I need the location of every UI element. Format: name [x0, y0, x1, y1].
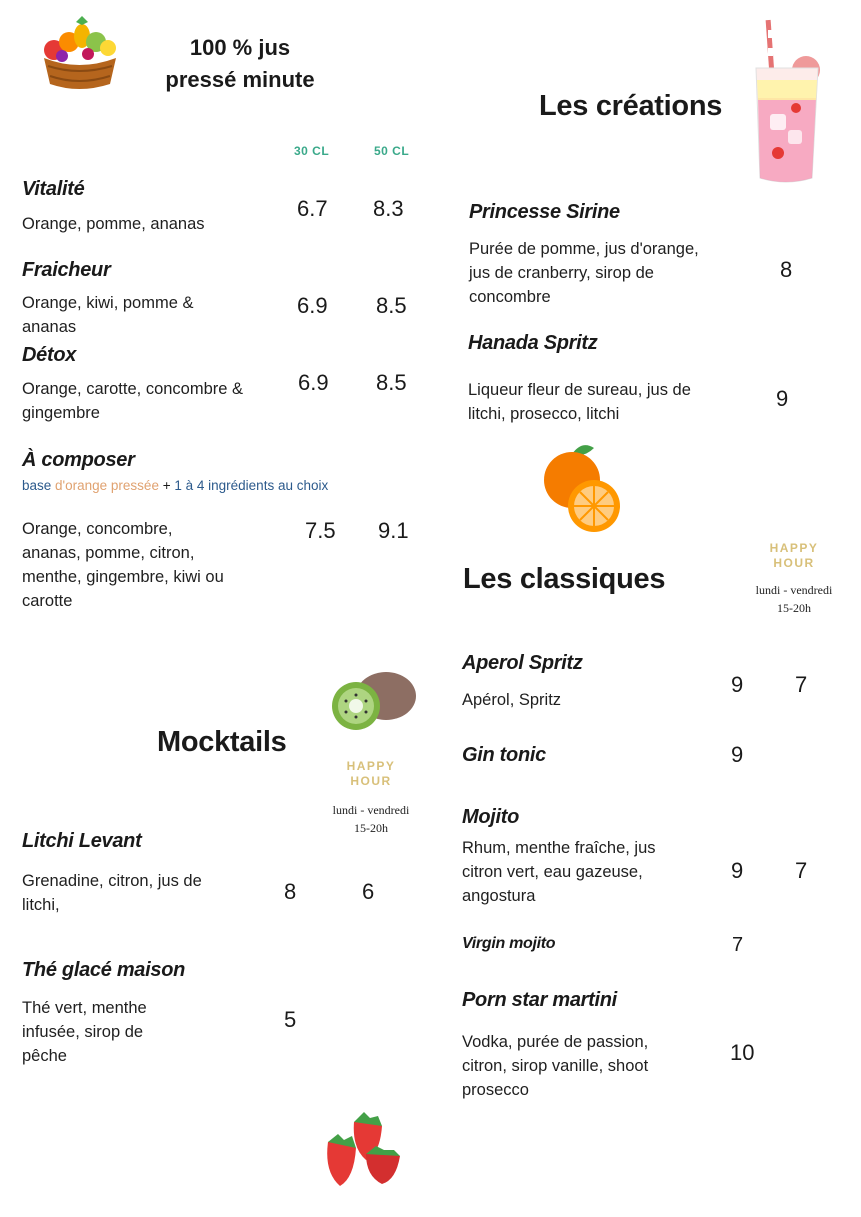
page-title-line1: 100 % jus — [189, 35, 291, 60]
compose-note-plus: + — [162, 478, 171, 493]
kiwi-icon — [330, 668, 418, 734]
pink-cocktail-icon — [748, 18, 824, 188]
creation-name: Hanada Spritz — [468, 332, 598, 354]
happy-hour-hours: 15-20h — [777, 601, 811, 615]
section-title-creations: Les créations — [539, 90, 723, 122]
juice-desc: Orange, kiwi, pomme & ananas — [22, 294, 194, 336]
classic-name: Gin tonic — [462, 744, 546, 766]
mocktail-price-happy-hour: 6 — [362, 879, 375, 904]
compose-note-base: base — [22, 478, 52, 493]
classic-price: 9 — [731, 742, 744, 767]
mocktail-desc: Grenadine, citron, jus de litchi, — [22, 872, 202, 914]
classic-desc: Rhum, menthe fraîche, jus citron vert, eau gazeuse, angostura — [462, 839, 656, 905]
classic-name: Virgin mojito — [462, 935, 556, 952]
mocktail-name: Litchi Levant — [22, 830, 142, 852]
juice-price-50cl: 8.3 — [373, 196, 404, 221]
classic-name: Aperol Spritz — [462, 652, 583, 674]
classic-desc: Apérol, Spritz — [462, 691, 562, 709]
classic-name: Porn star martini — [462, 989, 617, 1011]
juice-price-50cl: 8.5 — [376, 370, 407, 395]
juice-price-30cl: 6.9 — [297, 293, 328, 318]
page-title — [150, 32, 330, 96]
happy-hour-label: HOUR — [773, 556, 815, 570]
juice-desc: Orange, carotte, concombre & gingembre — [22, 380, 244, 422]
mocktail-desc: Thé vert, menthe infusée, sirop de pêche — [22, 999, 147, 1065]
juice-price-50cl: 9.1 — [378, 518, 409, 543]
section-title-mocktails: Mocktails — [157, 726, 287, 758]
compose-note — [22, 476, 332, 495]
happy-hour-days: lundi - vendredi — [332, 803, 410, 817]
size-label-30cl: 30 CL — [294, 144, 330, 158]
happy-hour-badge-mocktails — [322, 759, 420, 837]
happy-hour-label: HAPPY — [769, 541, 819, 555]
juice-desc: Orange, concombre, ananas, pomme, citron, menthe, gingembre, kiwi ou carotte — [22, 520, 224, 610]
compose-note-rest: 1 à 4 ingrédients au choix — [174, 478, 329, 493]
classic-price: 9 — [731, 858, 744, 883]
classic-price: 10 — [730, 1040, 755, 1065]
happy-hour-days: lundi - vendredi — [755, 583, 833, 597]
creation-price: 8 — [780, 257, 793, 282]
happy-hour-badge-classiques — [745, 541, 843, 617]
section-title-classiques: Les classiques — [463, 563, 666, 595]
classic-desc: Vodka, purée de passion, citron, sirop vanille, shoot prosecco — [462, 1033, 649, 1099]
fruit-basket-icon — [36, 14, 122, 92]
creation-price: 9 — [776, 386, 789, 411]
creation-desc: Purée de pomme, jus d'orange, jus de cranberry, sirop de concombre — [469, 240, 699, 306]
happy-hour-label: HOUR — [350, 774, 392, 788]
classic-price: 9 — [731, 672, 744, 697]
mocktail-price: 8 — [284, 879, 297, 904]
juice-desc: Orange, pomme, ananas — [22, 215, 205, 233]
classic-price: 7 — [732, 934, 744, 956]
juice-price-50cl: 8.5 — [376, 293, 407, 318]
juice-price-30cl: 6.7 — [297, 196, 328, 221]
strawberries-icon — [318, 1108, 408, 1192]
mocktail-price: 5 — [284, 1007, 297, 1032]
juice-name: Vitalité — [22, 178, 85, 200]
juice-price-30cl: 7.5 — [305, 518, 336, 543]
classic-name: Mojito — [462, 806, 520, 828]
happy-hour-label: HAPPY — [346, 759, 396, 773]
juice-name: Détox — [22, 344, 77, 366]
juice-price-30cl: 6.9 — [298, 370, 329, 395]
juice-name: À composer — [22, 449, 135, 471]
happy-hour-hours: 15-20h — [354, 821, 388, 835]
size-label-50cl: 50 CL — [374, 144, 410, 158]
creation-name: Princesse Sirine — [469, 201, 620, 223]
creation-desc: Liqueur fleur de sureau, jus de litchi, prosecco, litchi — [468, 381, 691, 423]
mocktail-name: Thé glacé maison — [22, 959, 186, 981]
classic-price-happy-hour: 7 — [795, 858, 808, 883]
classic-price-happy-hour: 7 — [795, 672, 808, 697]
page-title-line2: pressé minute — [165, 67, 315, 92]
juice-name: Fraicheur — [22, 259, 111, 281]
orange-fruit-icon — [538, 440, 628, 534]
compose-note-orange: d'orange pressée — [55, 478, 159, 493]
